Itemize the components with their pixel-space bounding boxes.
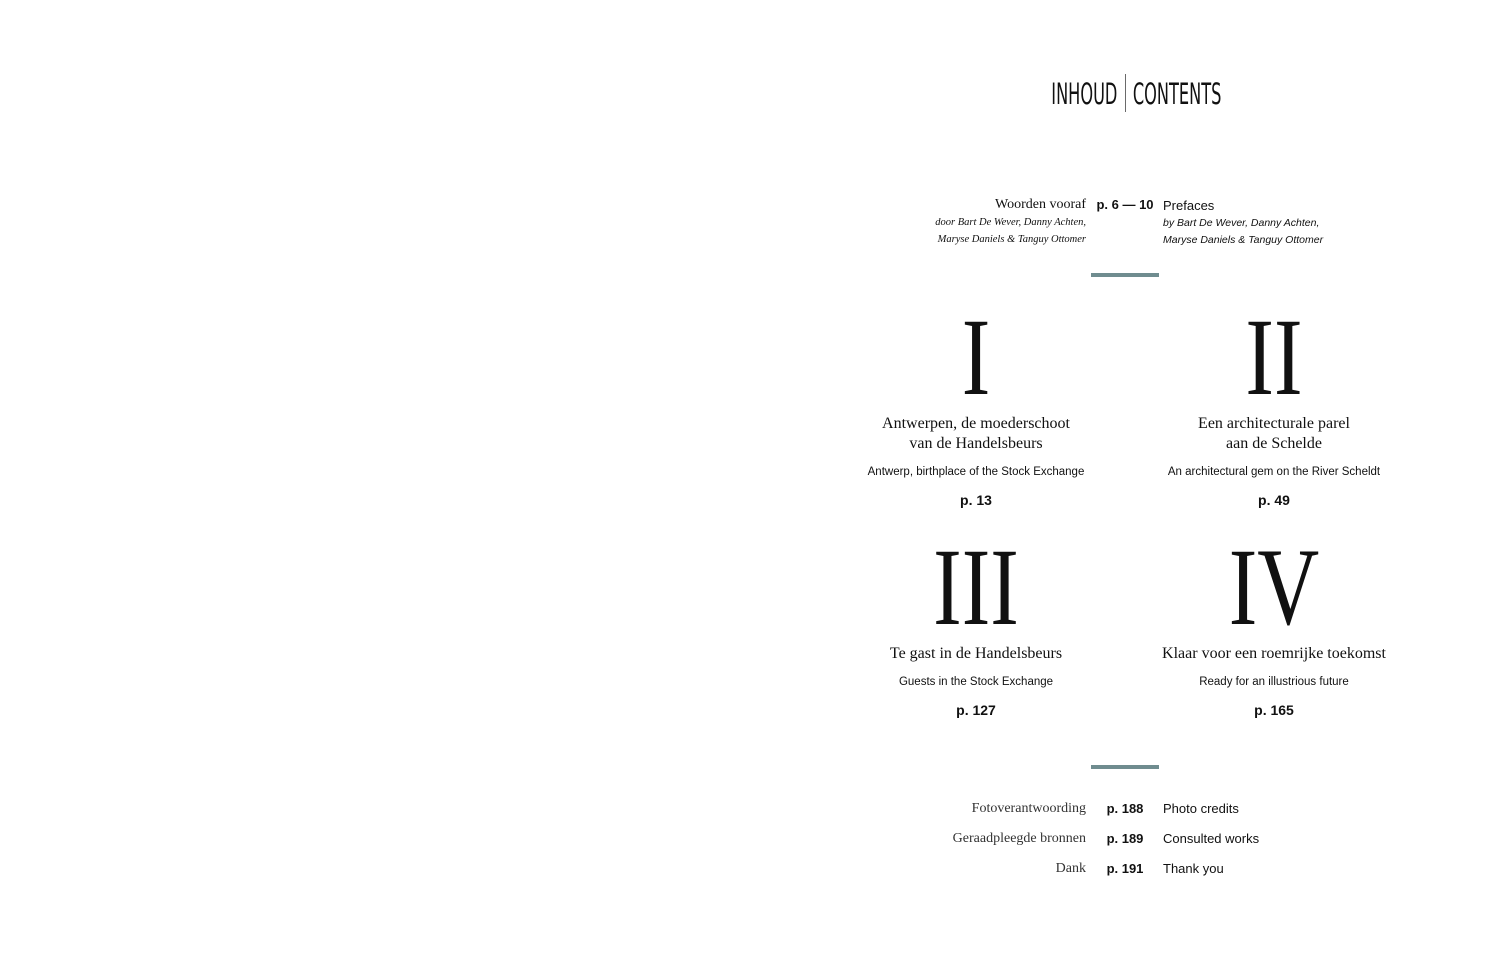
back-matter-en: Thank you <box>1163 861 1224 876</box>
chapter-numeral: I <box>961 296 991 418</box>
title-nl: INHOUD <box>1051 77 1118 111</box>
preface-en-authors-2: Maryse Daniels & Tanguy Ottomer <box>1163 234 1324 246</box>
chapter-title-nl <box>826 414 1126 454</box>
title-en: CONTENTS <box>1132 77 1222 111</box>
chapter-title-en: An architectural gem on the River Scheldt <box>1167 466 1381 478</box>
chapter-numeral: II <box>1245 296 1303 418</box>
chapter-page[interactable]: p. 127 <box>956 702 996 718</box>
back-matter-nl: Dank <box>1055 861 1086 876</box>
chapter-title-nl-line-1: Klaar voor een roemrijke toekomst <box>1162 645 1386 662</box>
chapter-2[interactable] <box>1124 296 1424 508</box>
preface-nl-authors-1: door Bart De Wever, Danny Achten, <box>935 217 1086 228</box>
preface-nl <box>880 196 1086 248</box>
back-matter-row[interactable] <box>0 861 1500 881</box>
back-matter-en: Consulted works <box>1163 831 1260 846</box>
preface-nl-authors-2: Maryse Daniels & Tanguy Ottomer <box>937 234 1086 245</box>
divider-bottom <box>1091 765 1159 769</box>
preface-en-title: Prefaces <box>1163 198 1215 213</box>
chapter-numeral: III <box>933 526 1019 648</box>
chapter-1[interactable] <box>826 296 1126 508</box>
back-matter-nl: Geraadpleegde bronnen <box>952 831 1086 846</box>
chapter-4[interactable] <box>1124 526 1424 718</box>
back-matter-page[interactable]: p. 189 <box>1106 831 1144 846</box>
preface-page[interactable]: p. 6 — 10 <box>1096 197 1154 212</box>
chapter-title-nl-line-1: Antwerpen, de moederschoot <box>882 415 1070 432</box>
chapter-title-en: Guests in the Stock Exchange <box>898 676 1054 688</box>
chapter-title-nl-line-2: van de Handelsbeurs <box>909 435 1043 452</box>
back-matter-page[interactable]: p. 191 <box>1106 861 1144 876</box>
chapter-title-en: Ready for an illustrious future <box>1199 676 1349 688</box>
preface-en-authors-1: by Bart De Wever, Danny Achten, <box>1163 217 1320 229</box>
preface-en <box>1163 197 1383 249</box>
chapter-title-en: Antwerp, birthplace of the Stock Exchange <box>867 466 1085 478</box>
chapter-page[interactable]: p. 165 <box>1254 702 1294 718</box>
chapter-title-nl-line-1: Een architecturale parel <box>1198 415 1350 432</box>
chapter-numeral: IV <box>1228 526 1320 648</box>
chapter-title-nl-line-2: aan de Schelde <box>1226 435 1322 452</box>
back-matter-row[interactable] <box>0 831 1500 851</box>
chapter-page[interactable]: p. 49 <box>1258 492 1290 508</box>
page-title <box>1051 74 1222 112</box>
preface-nl-title: Woorden vooraf <box>994 197 1086 212</box>
chapter-title-nl <box>1124 414 1424 454</box>
back-matter-nl: Fotoverantwoording <box>971 801 1086 816</box>
back-matter-en: Photo credits <box>1163 801 1239 816</box>
chapter-3[interactable] <box>826 526 1126 718</box>
title-separator <box>1125 74 1126 112</box>
chapter-page[interactable]: p. 13 <box>960 492 992 508</box>
divider-top <box>1091 273 1159 277</box>
back-matter-row[interactable] <box>0 801 1500 821</box>
chapter-title-nl-line-1: Te gast in de Handelsbeurs <box>889 645 1063 662</box>
back-matter-page[interactable]: p. 188 <box>1106 801 1144 816</box>
